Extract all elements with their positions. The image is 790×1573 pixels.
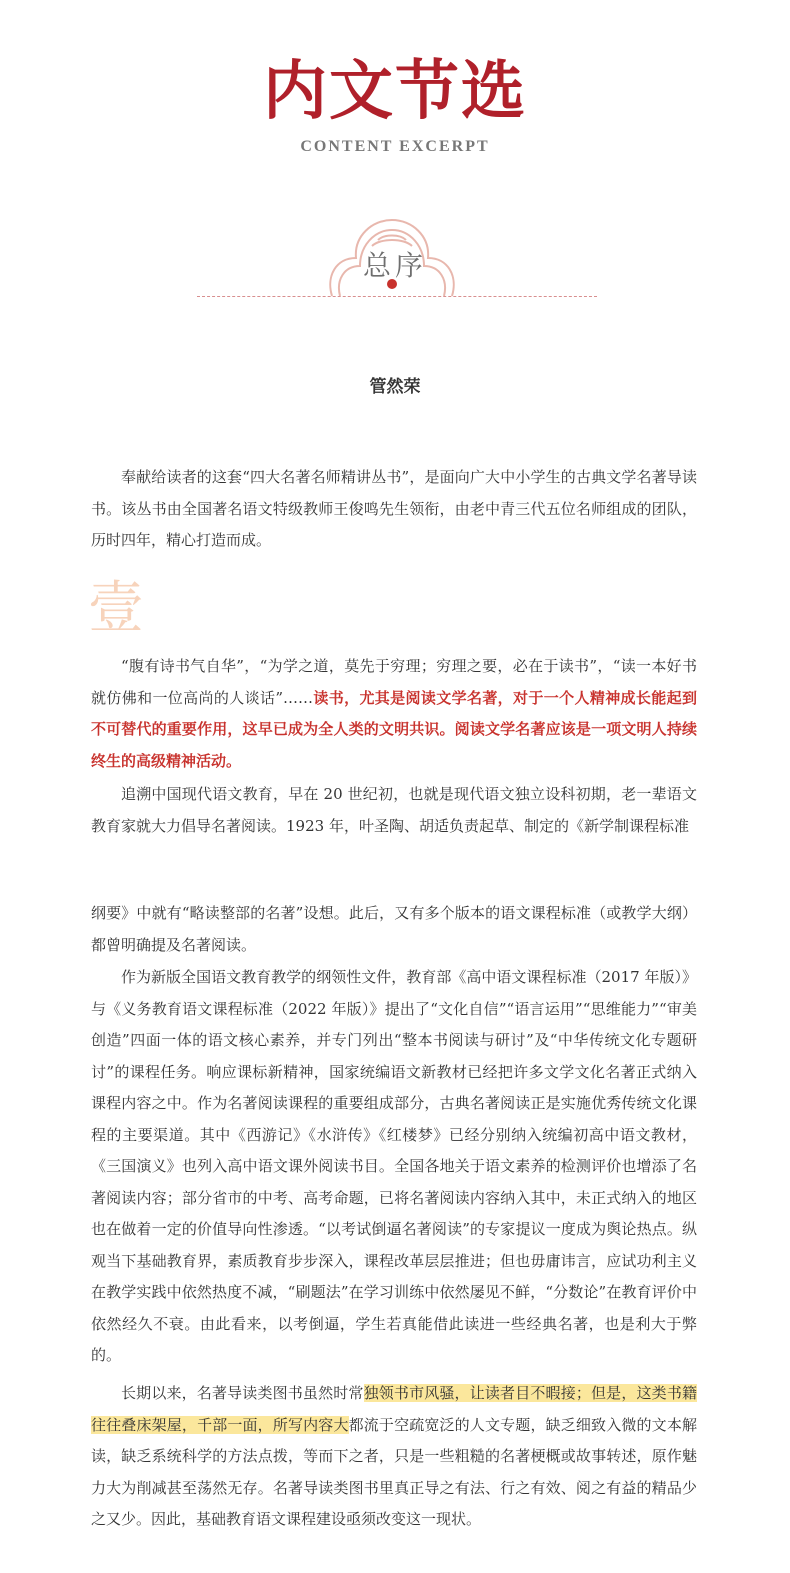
paragraph-continued: 纲要》中就有“略读整部的名著”设想。此后，又有多个版本的语文课程标准（或教学大纲）都曾明确提及名著阅读。 — [91, 904, 697, 954]
paragraph-quote — [91, 651, 697, 777]
page-title: 内文节选 — [263, 54, 527, 129]
section-marker: 壹 — [88, 576, 144, 641]
paragraph-intro: 奉献给读者的这套“四大名著名师精讲丛书”，是面向广大中小学生的古典文学名著导读书。该丛书由全国著名语文特级教师王俊鸣先生领衔，由老中青三代五位名师组成的团队，历时四年，精心打造而成。 — [91, 468, 697, 549]
quote-text: “腹有诗书气自华”，“为学之道，莫先于穷理；穷理之要，必在于读书”，“读一本好书就仿佛和一位高尚的人谈话”…… — [91, 657, 697, 707]
paragraph-conclusion — [91, 1378, 697, 1536]
paragraph-history: 追溯中国现代语文教育，早在 20 世纪初，也就是现代语文独立设科初期，老一辈语文教育家就大力倡导名著阅读。1923 年，叶圣陶、胡适负责起草、制定的《新学制课程标准 — [91, 785, 697, 835]
highlighted-text: 独领书市风骚，让读者目不暇接；但是，这类书籍往往叠床架屋，千部一面，所写内容大 — [91, 1384, 697, 1434]
page-subtitle: CONTENT EXCERPT — [300, 138, 490, 155]
section-title: 总序 — [362, 249, 427, 282]
section-divider — [197, 296, 597, 297]
author-name: 管然荣 — [369, 377, 421, 397]
conclusion-text-start: 长期以来，名著导读类图书虽然时常 — [121, 1384, 364, 1402]
paragraph-standards: 作为新版全国语文教育教学的纲领性文件，教育部《高中语文课程标准（2017 年版）》与《义务教育语文课程标准（2022 年版）》提出了“文化自信”“语言运用”“思维能力”“审美创造”四面一体的语文核心素养，并专门列出“整本书阅读与研讨”及“中华传统文化专题研讨”的课程任务。响应课标新精神，国家统编语文新教材已经把许多文学文化名著正式纳入课程内容之中。作为名著阅读课程的重要组成部分，古典名著阅读正是实施优秀传统文化课程的主要渠道。其中《西游记》《水浒传》《红楼梦》已经分别纳入统编初高中语文教材，《三国演义》也列入高中语文课外阅读书目。全国各地关于语文素养的检测评价也增添了名著阅读内容；部分省市的中考、高考命题，已将名著阅读内容纳入其中，未正式纳入的地区也在做着一定的价值导向性渗透。“以考试倒逼名著阅读”的专家提议一度成为舆论热点。纵观当下基础教育界，素质教育步步深入，课程改革层层推进；但也毋庸讳言，应试功利主义在教学实践中依然热度不减，“刷题法”在学习训练中依然屡见不鲜，“分数论”在教育评价中依然经久不衰。由此看来，以考倒逼，学生若真能借此读进一些经典名著，也是利大于弊的。 — [91, 968, 697, 1364]
conclusion-text-end: 都流于空疏宽泛的人文专题，缺乏细致入微的文本解读，缺乏系统科学的方法点拨，等而下之者，只是一些粗糙的名著梗概或故事转述，原作魅力大为削减甚至荡然无存。名著导读类图书里真正导之有法、行之有效、阅之有益的精品少之又少。因此，基础教育语文课程建设亟须改变这一现状。 — [91, 1415, 697, 1528]
emphasis-text: 读书，尤其是阅读文学名著，对于一个人精神成长能起到不可替代的重要作用，这早已成为全人类的文明共识。阅读文学名著应该是一项文明人持续终生的高级精神活动。 — [91, 688, 697, 770]
